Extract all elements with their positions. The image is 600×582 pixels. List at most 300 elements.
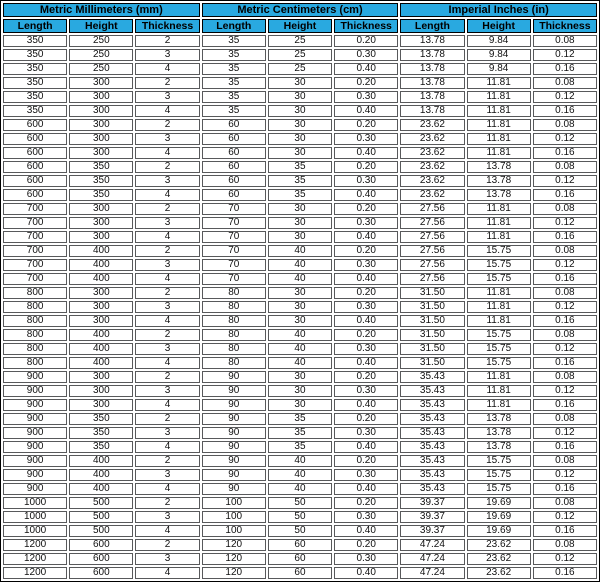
cell: 800: [3, 315, 67, 327]
cell: 31.50: [400, 301, 464, 313]
cell: 0.16: [533, 231, 597, 243]
table-row: [3, 301, 597, 313]
cell: 2: [135, 287, 199, 299]
cell: 9.84: [467, 49, 531, 61]
cell: 35: [202, 63, 266, 75]
cell: 900: [3, 441, 67, 453]
table-row: [3, 133, 597, 145]
cell: 350: [69, 427, 133, 439]
cell: 0.40: [334, 399, 398, 411]
cell: 30: [268, 91, 332, 103]
cell: 4: [135, 273, 199, 285]
cell: 0.20: [334, 245, 398, 257]
cell: 900: [3, 385, 67, 397]
table-row: [3, 63, 597, 75]
table-row: [3, 77, 597, 89]
cell: 900: [3, 399, 67, 411]
cell: 0.20: [334, 497, 398, 509]
column-header-1: Height: [69, 19, 133, 33]
cell: 0.08: [533, 539, 597, 551]
cell: 0.08: [533, 245, 597, 257]
cell: 13.78: [467, 189, 531, 201]
cell: 700: [3, 217, 67, 229]
cell: 35: [268, 189, 332, 201]
cell: 300: [69, 371, 133, 383]
cell: 11.81: [467, 105, 531, 117]
cell: 900: [3, 483, 67, 495]
cell: 300: [69, 105, 133, 117]
cell: 0.16: [533, 525, 597, 537]
cell: 30: [268, 301, 332, 313]
cell: 0.12: [533, 49, 597, 61]
column-header-5: Thickness: [334, 19, 398, 33]
cell: 3: [135, 553, 199, 565]
cell: 35.43: [400, 483, 464, 495]
table-row: [3, 259, 597, 271]
cell: 1200: [3, 539, 67, 551]
cell: 30: [268, 119, 332, 131]
cell: 23.62: [467, 553, 531, 565]
cell: 31.50: [400, 287, 464, 299]
cell: 50: [268, 525, 332, 537]
cell: 3: [135, 91, 199, 103]
cell: 350: [69, 413, 133, 425]
cell: 40: [268, 483, 332, 495]
cell: 30: [268, 217, 332, 229]
cell: 35: [202, 35, 266, 47]
cell: 35.43: [400, 441, 464, 453]
cell: 3: [135, 385, 199, 397]
cell: 47.24: [400, 567, 464, 579]
cell: 13.78: [467, 413, 531, 425]
cell: 31.50: [400, 357, 464, 369]
cell: 3: [135, 259, 199, 271]
cell: 50: [268, 497, 332, 509]
cell: 900: [3, 413, 67, 425]
table-row: [3, 497, 597, 509]
cell: 30: [268, 77, 332, 89]
cell: 11.81: [467, 77, 531, 89]
cell: 40: [268, 343, 332, 355]
cell: 120: [202, 567, 266, 579]
cell: 0.12: [533, 259, 597, 271]
table-row: [3, 483, 597, 495]
cell: 13.78: [400, 91, 464, 103]
cell: 350: [69, 175, 133, 187]
column-header-8: Thickness: [533, 19, 597, 33]
cell: 80: [202, 357, 266, 369]
table-row: [3, 469, 597, 481]
cell: 0.20: [334, 161, 398, 173]
cell: 11.81: [467, 385, 531, 397]
group-header-1: Metric Centimeters (cm): [202, 3, 399, 17]
cell: 35: [202, 105, 266, 117]
cell: 350: [69, 441, 133, 453]
cell: 30: [268, 133, 332, 145]
cell: 300: [69, 231, 133, 243]
cell: 300: [69, 385, 133, 397]
cell: 25: [268, 49, 332, 61]
cell: 600: [69, 567, 133, 579]
cell: 30: [268, 399, 332, 411]
cell: 70: [202, 245, 266, 257]
cell: 13.78: [400, 77, 464, 89]
cell: 100: [202, 525, 266, 537]
table-header: [3, 3, 597, 33]
cell: 3: [135, 343, 199, 355]
cell: 0.30: [334, 217, 398, 229]
cell: 39.37: [400, 525, 464, 537]
cell: 4: [135, 441, 199, 453]
cell: 23.62: [400, 119, 464, 131]
cell: 700: [3, 203, 67, 215]
cell: 2: [135, 455, 199, 467]
cell: 11.81: [467, 217, 531, 229]
cell: 3: [135, 175, 199, 187]
cell: 0.12: [533, 385, 597, 397]
cell: 0.40: [334, 147, 398, 159]
cell: 800: [3, 357, 67, 369]
table-row: [3, 119, 597, 131]
cell: 35.43: [400, 385, 464, 397]
cell: 800: [3, 301, 67, 313]
cell: 13.78: [467, 161, 531, 173]
cell: 40: [268, 469, 332, 481]
cell: 1000: [3, 497, 67, 509]
table-row: [3, 329, 597, 341]
cell: 0.20: [334, 203, 398, 215]
cell: 0.16: [533, 315, 597, 327]
cell: 500: [69, 525, 133, 537]
cell: 0.40: [334, 273, 398, 285]
cell: 11.81: [467, 119, 531, 131]
cell: 0.20: [334, 119, 398, 131]
cell: 0.40: [334, 105, 398, 117]
cell: 4: [135, 315, 199, 327]
cell: 4: [135, 357, 199, 369]
cell: 1200: [3, 553, 67, 565]
table-row: [3, 175, 597, 187]
table-row: [3, 245, 597, 257]
cell: 700: [3, 259, 67, 271]
cell: 31.50: [400, 315, 464, 327]
cell: 0.12: [533, 175, 597, 187]
table-row: [3, 441, 597, 453]
cell: 23.62: [400, 147, 464, 159]
cell: 0.16: [533, 399, 597, 411]
cell: 19.69: [467, 497, 531, 509]
cell: 50: [268, 511, 332, 523]
cell: 70: [202, 273, 266, 285]
cell: 0.08: [533, 35, 597, 47]
cell: 300: [69, 301, 133, 313]
cell: 120: [202, 539, 266, 551]
cell: 400: [69, 329, 133, 341]
table-row: [3, 161, 597, 173]
cell: 23.62: [400, 189, 464, 201]
cell: 15.75: [467, 259, 531, 271]
cell: 3: [135, 301, 199, 313]
table-row: [3, 231, 597, 243]
table-row: [3, 371, 597, 383]
cell: 11.81: [467, 91, 531, 103]
cell: 0.20: [334, 413, 398, 425]
cell: 250: [69, 63, 133, 75]
cell: 40: [268, 245, 332, 257]
cell: 0.08: [533, 287, 597, 299]
cell: 300: [69, 91, 133, 103]
cell: 13.78: [467, 175, 531, 187]
cell: 0.20: [334, 329, 398, 341]
cell: 0.16: [533, 357, 597, 369]
cell: 0.16: [533, 63, 597, 75]
cell: 60: [268, 539, 332, 551]
cell: 27.56: [400, 217, 464, 229]
cell: 35.43: [400, 427, 464, 439]
cell: 40: [268, 329, 332, 341]
cell: 2: [135, 413, 199, 425]
cell: 2: [135, 161, 199, 173]
column-header-6: Length: [400, 19, 464, 33]
cell: 4: [135, 483, 199, 495]
cell: 4: [135, 189, 199, 201]
cell: 40: [268, 357, 332, 369]
cell: 3: [135, 133, 199, 145]
cell: 0.40: [334, 525, 398, 537]
cell: 350: [69, 189, 133, 201]
cell: 90: [202, 455, 266, 467]
cell: 0.12: [533, 427, 597, 439]
table-row: [3, 343, 597, 355]
cell: 39.37: [400, 497, 464, 509]
cell: 13.78: [467, 441, 531, 453]
cell: 4: [135, 231, 199, 243]
cell: 2: [135, 371, 199, 383]
cell: 1000: [3, 511, 67, 523]
cell: 350: [69, 161, 133, 173]
cell: 0.12: [533, 343, 597, 355]
cell: 350: [3, 35, 67, 47]
cell: 30: [268, 147, 332, 159]
cell: 80: [202, 329, 266, 341]
table-row: [3, 553, 597, 565]
cell: 90: [202, 441, 266, 453]
cell: 90: [202, 399, 266, 411]
table-row: [3, 357, 597, 369]
cell: 0.40: [334, 189, 398, 201]
cell: 23.62: [400, 175, 464, 187]
cell: 80: [202, 301, 266, 313]
group-header-row: [3, 3, 597, 17]
cell: 400: [69, 483, 133, 495]
cell: 600: [3, 133, 67, 145]
table-body: [3, 35, 597, 579]
cell: 900: [3, 371, 67, 383]
cell: 2: [135, 329, 199, 341]
cell: 30: [268, 287, 332, 299]
cell: 11.81: [467, 287, 531, 299]
cell: 15.75: [467, 329, 531, 341]
cell: 9.84: [467, 35, 531, 47]
table-row: [3, 217, 597, 229]
cell: 27.56: [400, 245, 464, 257]
cell: 0.12: [533, 511, 597, 523]
cell: 90: [202, 469, 266, 481]
cell: 800: [3, 343, 67, 355]
cell: 100: [202, 511, 266, 523]
cell: 11.81: [467, 371, 531, 383]
cell: 120: [202, 553, 266, 565]
cell: 1000: [3, 525, 67, 537]
cell: 35: [202, 77, 266, 89]
table-row: [3, 315, 597, 327]
cell: 90: [202, 483, 266, 495]
cell: 23.62: [400, 161, 464, 173]
cell: 13.78: [400, 35, 464, 47]
cell: 70: [202, 203, 266, 215]
cell: 250: [69, 49, 133, 61]
cell: 0.30: [334, 385, 398, 397]
cell: 25: [268, 63, 332, 75]
cell: 600: [3, 161, 67, 173]
table-row: [3, 413, 597, 425]
cell: 0.30: [334, 427, 398, 439]
cell: 90: [202, 413, 266, 425]
cell: 500: [69, 511, 133, 523]
cell: 3: [135, 217, 199, 229]
cell: 11.81: [467, 133, 531, 145]
cell: 0.40: [334, 315, 398, 327]
cell: 400: [69, 259, 133, 271]
cell: 47.24: [400, 553, 464, 565]
cell: 2: [135, 35, 199, 47]
cell: 0.12: [533, 133, 597, 145]
cell: 350: [3, 77, 67, 89]
cell: 600: [3, 175, 67, 187]
column-header-2: Thickness: [135, 19, 199, 33]
cell: 90: [202, 385, 266, 397]
cell: 27.56: [400, 273, 464, 285]
cell: 35.43: [400, 469, 464, 481]
cell: 11.81: [467, 301, 531, 313]
cell: 350: [3, 105, 67, 117]
cell: 0.30: [334, 511, 398, 523]
cell: 80: [202, 287, 266, 299]
cell: 0.16: [533, 147, 597, 159]
cell: 2: [135, 203, 199, 215]
cell: 2: [135, 245, 199, 257]
cell: 35: [202, 91, 266, 103]
cell: 13.78: [400, 63, 464, 75]
cell: 900: [3, 455, 67, 467]
cell: 400: [69, 343, 133, 355]
cell: 27.56: [400, 259, 464, 271]
cell: 11.81: [467, 315, 531, 327]
cell: 300: [69, 147, 133, 159]
table-row: [3, 49, 597, 61]
cell: 0.08: [533, 497, 597, 509]
cell: 0.12: [533, 301, 597, 313]
cell: 350: [3, 63, 67, 75]
cell: 700: [3, 245, 67, 257]
cell: 4: [135, 147, 199, 159]
cell: 40: [268, 273, 332, 285]
cell: 300: [69, 77, 133, 89]
cell: 3: [135, 469, 199, 481]
cell: 600: [69, 539, 133, 551]
column-header-0: Length: [3, 19, 67, 33]
cell: 700: [3, 273, 67, 285]
cell: 35.43: [400, 399, 464, 411]
cell: 30: [268, 231, 332, 243]
cell: 27.56: [400, 231, 464, 243]
cell: 35: [202, 49, 266, 61]
cell: 1200: [3, 567, 67, 579]
cell: 39.37: [400, 511, 464, 523]
cell: 3: [135, 427, 199, 439]
cell: 80: [202, 315, 266, 327]
cell: 0.20: [334, 371, 398, 383]
cell: 800: [3, 287, 67, 299]
cell: 0.30: [334, 49, 398, 61]
cell: 15.75: [467, 343, 531, 355]
cell: 30: [268, 105, 332, 117]
cell: 23.62: [400, 133, 464, 145]
cell: 11.81: [467, 203, 531, 215]
cell: 2: [135, 77, 199, 89]
cell: 11.81: [467, 399, 531, 411]
cell: 0.40: [334, 483, 398, 495]
cell: 0.30: [334, 469, 398, 481]
cell: 60: [268, 567, 332, 579]
cell: 60: [202, 161, 266, 173]
cell: 0.20: [334, 35, 398, 47]
cell: 600: [3, 119, 67, 131]
cell: 0.08: [533, 119, 597, 131]
cell: 2: [135, 119, 199, 131]
cell: 23.62: [467, 567, 531, 579]
cell: 2: [135, 539, 199, 551]
cell: 13.78: [467, 427, 531, 439]
cell: 0.16: [533, 483, 597, 495]
cell: 47.24: [400, 539, 464, 551]
cell: 2: [135, 497, 199, 509]
cell: 300: [69, 287, 133, 299]
cell: 600: [3, 189, 67, 201]
cell: 19.69: [467, 525, 531, 537]
cell: 90: [202, 371, 266, 383]
cell: 400: [69, 273, 133, 285]
cell: 60: [202, 119, 266, 131]
cell: 400: [69, 455, 133, 467]
cell: 31.50: [400, 329, 464, 341]
cell: 15.75: [467, 245, 531, 257]
cell: 4: [135, 399, 199, 411]
cell: 900: [3, 469, 67, 481]
cell: 100: [202, 497, 266, 509]
cell: 60: [268, 553, 332, 565]
table-row: [3, 427, 597, 439]
cell: 11.81: [467, 147, 531, 159]
cell: 0.20: [334, 77, 398, 89]
cell: 0.30: [334, 91, 398, 103]
cell: 15.75: [467, 469, 531, 481]
column-header-4: Height: [268, 19, 332, 33]
table-row: [3, 35, 597, 47]
cell: 0.30: [334, 301, 398, 313]
cell: 70: [202, 259, 266, 271]
cell: 90: [202, 427, 266, 439]
